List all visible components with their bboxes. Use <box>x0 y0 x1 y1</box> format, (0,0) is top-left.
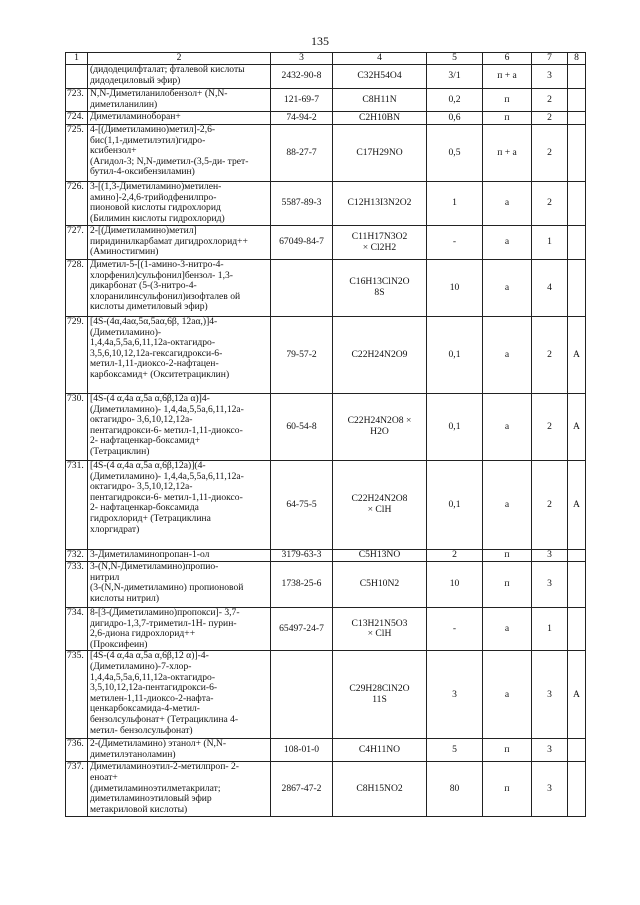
chemical-formula: C29H28ClN2O 11S <box>333 651 427 739</box>
chemical-formula: C8H15NO2 <box>333 762 427 817</box>
cas-number: 2867-47-2 <box>271 762 333 817</box>
chemical-formula: C22H24N2O8 × H2O <box>333 394 427 461</box>
chemical-formula: C22H24N2O8 × ClH <box>333 461 427 550</box>
column-header: 7 <box>532 53 568 65</box>
note: А <box>568 394 586 461</box>
substance-name: Диметил-5-[(1-амино-3-нитро-4- хлорфенил)сульфонил]бензол- 1,3- дикарбонат (5-(3-нитро-4- хлоранилинсульфонил)изофталев ой кислоты диметиловый эфир) <box>88 260 271 317</box>
cas-number: 67049-84-7 <box>271 226 333 260</box>
aggregate-state: а <box>483 461 532 550</box>
column-header: 4 <box>333 53 427 65</box>
substance-name: Диметиламиноэтил-2-метилпроп- 2- еноат+ (диметиламиноэтилметакрилат; диметиламиноэтиловый эфир метакриловой кислоты) <box>88 762 271 817</box>
row-number: 732. <box>66 550 88 562</box>
row-number: 725. <box>66 125 88 182</box>
limit-value: - <box>427 608 483 651</box>
hazard-class: 2 <box>532 182 568 226</box>
hazard-class: 1 <box>532 608 568 651</box>
table-row <box>66 461 586 550</box>
limit-value: 10 <box>427 260 483 317</box>
column-header: 1 <box>66 53 88 65</box>
table-row <box>66 65 586 89</box>
chemical-formula: C32H54O4 <box>333 65 427 89</box>
hazard-class: 1 <box>532 226 568 260</box>
cas-number: 3179-63-3 <box>271 550 333 562</box>
chemical-formula: C2H10BN <box>333 112 427 125</box>
substance-name: [4S-(4 α,4a α,5a α,6β,12a)](4- (Диметиламино)- 1,4,4a,5,5a,6,11,12a- октагидро- 3,5,10,12,12a- пентагидрокси-6- метил-1,11-диоксо- 2- нафтаценкар-боксамида гидрохлорид+ (Тетрациклина хлоргидрат) <box>88 461 271 550</box>
aggregate-state: а <box>483 608 532 651</box>
hazard-class: 2 <box>532 461 568 550</box>
cas-number <box>271 260 333 317</box>
column-header: 2 <box>88 53 271 65</box>
substance-table <box>65 52 586 817</box>
table-row <box>66 112 586 125</box>
note: А <box>568 461 586 550</box>
chemical-formula: C11H17N3O2 × Cl2H2 <box>333 226 427 260</box>
hazard-class: 4 <box>532 260 568 317</box>
cas-number: 121-69-7 <box>271 89 333 112</box>
row-number: 727. <box>66 226 88 260</box>
row-number: 733. <box>66 562 88 608</box>
aggregate-state: п <box>483 762 532 817</box>
hazard-class: 3 <box>532 739 568 762</box>
aggregate-state: а <box>483 317 532 394</box>
substance-name: 2-[(Диметиламино)метил] пиридинилкарбамат дигидрохлорид++ (Аминостигмин) <box>88 226 271 260</box>
substance-name: [4S-(4α,4aα,5α,5aα,6β, 12aα,)]4- (Диметиламино)- 1,4,4a,5,5a,6,11,12a-октагидро- 3,5,6,10,12,12a-гексагидрокси-6- метил-1,11-диоксо-2-нафтацен- карбоксамид+ (Окситетрациклин) <box>88 317 271 394</box>
column-header: 3 <box>271 53 333 65</box>
note <box>568 608 586 651</box>
table-row <box>66 226 586 260</box>
table-row <box>66 651 586 739</box>
cas-number: 74-94-2 <box>271 112 333 125</box>
substance-name: 3-(N,N-Диметиламино)пропио- нитрил (3-(N,N-диметиламино) пропионовой кислоты нитрил) <box>88 562 271 608</box>
aggregate-state: а <box>483 651 532 739</box>
row-number: 730. <box>66 394 88 461</box>
cas-number: 79-57-2 <box>271 317 333 394</box>
note: А <box>568 651 586 739</box>
chemical-formula: C5H10N2 <box>333 562 427 608</box>
limit-value: 0,6 <box>427 112 483 125</box>
table-row <box>66 182 586 226</box>
row-number: 726. <box>66 182 88 226</box>
row-number: 729. <box>66 317 88 394</box>
chemical-formula: C17H29NO <box>333 125 427 182</box>
note <box>568 65 586 89</box>
limit-value: 5 <box>427 739 483 762</box>
aggregate-state: п <box>483 739 532 762</box>
cas-number: 60-54-8 <box>271 394 333 461</box>
limit-value: 0,1 <box>427 394 483 461</box>
limit-value: - <box>427 226 483 260</box>
row-number: 731. <box>66 461 88 550</box>
limit-value: 80 <box>427 762 483 817</box>
substance-name: 4-[(Диметиламино)метил]-2,6- бис(1,1-диметилэтил)гидро- ксибензол+ (Агидол-3; N,N-диметил-(3,5-ди- трет- бутил-4-оксибензиламин) <box>88 125 271 182</box>
aggregate-state: а <box>483 394 532 461</box>
limit-value: 3 <box>427 651 483 739</box>
hazard-class: 3 <box>532 562 568 608</box>
chemical-formula: C16H13ClN2O 8S <box>333 260 427 317</box>
chemical-formula: C4H11NO <box>333 739 427 762</box>
note: А <box>568 317 586 394</box>
aggregate-state: п <box>483 112 532 125</box>
row-number: 734. <box>66 608 88 651</box>
chemical-formula: C5H13NO <box>333 550 427 562</box>
substance-name: Диметиламиноборан+ <box>88 112 271 125</box>
table-row <box>66 125 586 182</box>
cas-number: 65497-24-7 <box>271 608 333 651</box>
limit-value: 0,1 <box>427 461 483 550</box>
table-row <box>66 739 586 762</box>
hazard-class: 2 <box>532 317 568 394</box>
aggregate-state: п + а <box>483 65 532 89</box>
aggregate-state: а <box>483 226 532 260</box>
hazard-class: 3 <box>532 651 568 739</box>
hazard-class: 3 <box>532 65 568 89</box>
row-number: 724. <box>66 112 88 125</box>
limit-value: 3/1 <box>427 65 483 89</box>
aggregate-state: а <box>483 182 532 226</box>
aggregate-state: п <box>483 562 532 608</box>
hazard-class: 3 <box>532 762 568 817</box>
note <box>568 739 586 762</box>
substance-name: (дидодецилфталат; фталевой кислоты дидодециловый эфир) <box>88 65 271 89</box>
table-row <box>66 394 586 461</box>
note <box>568 762 586 817</box>
limit-value: 0,1 <box>427 317 483 394</box>
hazard-class: 2 <box>532 89 568 112</box>
substance-name: 8-[3-(Диметиламино)пропокси]- 3,7- дигидро-1,3,7-триметил-1H- пурин- 2,6-диона гидрохлорид++ (Проксифеин) <box>88 608 271 651</box>
note <box>568 550 586 562</box>
note <box>568 89 586 112</box>
aggregate-state: п <box>483 550 532 562</box>
table-row <box>66 608 586 651</box>
substance-name: 2-(Диметиламино) этанол+ (N,N- диметилэтаноламин) <box>88 739 271 762</box>
hazard-class: 2 <box>532 112 568 125</box>
aggregate-state: а <box>483 260 532 317</box>
hazard-class: 2 <box>532 125 568 182</box>
limit-value: 10 <box>427 562 483 608</box>
note <box>568 182 586 226</box>
limit-value: 2 <box>427 550 483 562</box>
hazard-class: 3 <box>532 550 568 562</box>
table-row <box>66 562 586 608</box>
column-header: 6 <box>483 53 532 65</box>
page-number: 135 <box>311 34 329 48</box>
aggregate-state: п + а <box>483 125 532 182</box>
limit-value: 1 <box>427 182 483 226</box>
chemical-formula: C12H13I3N2O2 <box>333 182 427 226</box>
hazard-class: 2 <box>532 394 568 461</box>
table-row <box>66 317 586 394</box>
limit-value: 0,2 <box>427 89 483 112</box>
row-number: 737. <box>66 762 88 817</box>
table-row <box>66 260 586 317</box>
chemical-formula: C8H11N <box>333 89 427 112</box>
cas-number: 88-27-7 <box>271 125 333 182</box>
row-number: 728. <box>66 260 88 317</box>
cas-number: 1738-25-6 <box>271 562 333 608</box>
note <box>568 260 586 317</box>
column-header: 8 <box>568 53 586 65</box>
note <box>568 226 586 260</box>
substance-name: [4S-(4 α,4a α,5a α,6β,12a α)]4- (Диметиламино)- 1,4,4a,5,5a,6,11,12a- октагидро- 3,6,10,12,12a- пентагидрокси-6- метил-1,11-диоксо- 2- нафтаценкар-боксамид+ (Тетрациклин) <box>88 394 271 461</box>
column-header-row <box>66 53 586 65</box>
note <box>568 562 586 608</box>
cas-number: 64-75-5 <box>271 461 333 550</box>
note <box>568 112 586 125</box>
cas-number: 5587-89-3 <box>271 182 333 226</box>
table-row <box>66 89 586 112</box>
chemical-formula: C22H24N2O9 <box>333 317 427 394</box>
row-number: 735. <box>66 651 88 739</box>
chemical-formula: C13H21N5O3 × ClH <box>333 608 427 651</box>
row-number: 723. <box>66 89 88 112</box>
cas-number: 2432-90-8 <box>271 65 333 89</box>
limit-value: 0,5 <box>427 125 483 182</box>
row-number <box>66 65 88 89</box>
cas-number <box>271 651 333 739</box>
table-row <box>66 550 586 562</box>
row-number: 736. <box>66 739 88 762</box>
cas-number: 108-01-0 <box>271 739 333 762</box>
column-header: 5 <box>427 53 483 65</box>
table-row <box>66 762 586 817</box>
substance-name: N,N-Диметиланилобензол+ (N,N- диметиланилин) <box>88 89 271 112</box>
substance-name: 3-Диметиламинопропан-1-ол <box>88 550 271 562</box>
substance-name: 3-[(1,3-Диметиламино)метилен- амино]-2,4,6-трийодфенилпро- пионовой кислоты гидрохлорид (Билимин кислоты гидрохлорид) <box>88 182 271 226</box>
substance-name: [4S-(4 α,4a α,5a α,6β,12 α)]-4- (Диметиламино)-7-хлор- 1,4,4a,5,5a,6,11,12a-октагидро- 3,5,10,12,12a-пентагидрокси-6- метилен-1,11-диоксо-2-нафта- ценкарбоксамида-4-метил- бензолсульфонат+ (Тетрациклина 4- метил- бензолсульфонат) <box>88 651 271 739</box>
note <box>568 125 586 182</box>
aggregate-state: п <box>483 89 532 112</box>
